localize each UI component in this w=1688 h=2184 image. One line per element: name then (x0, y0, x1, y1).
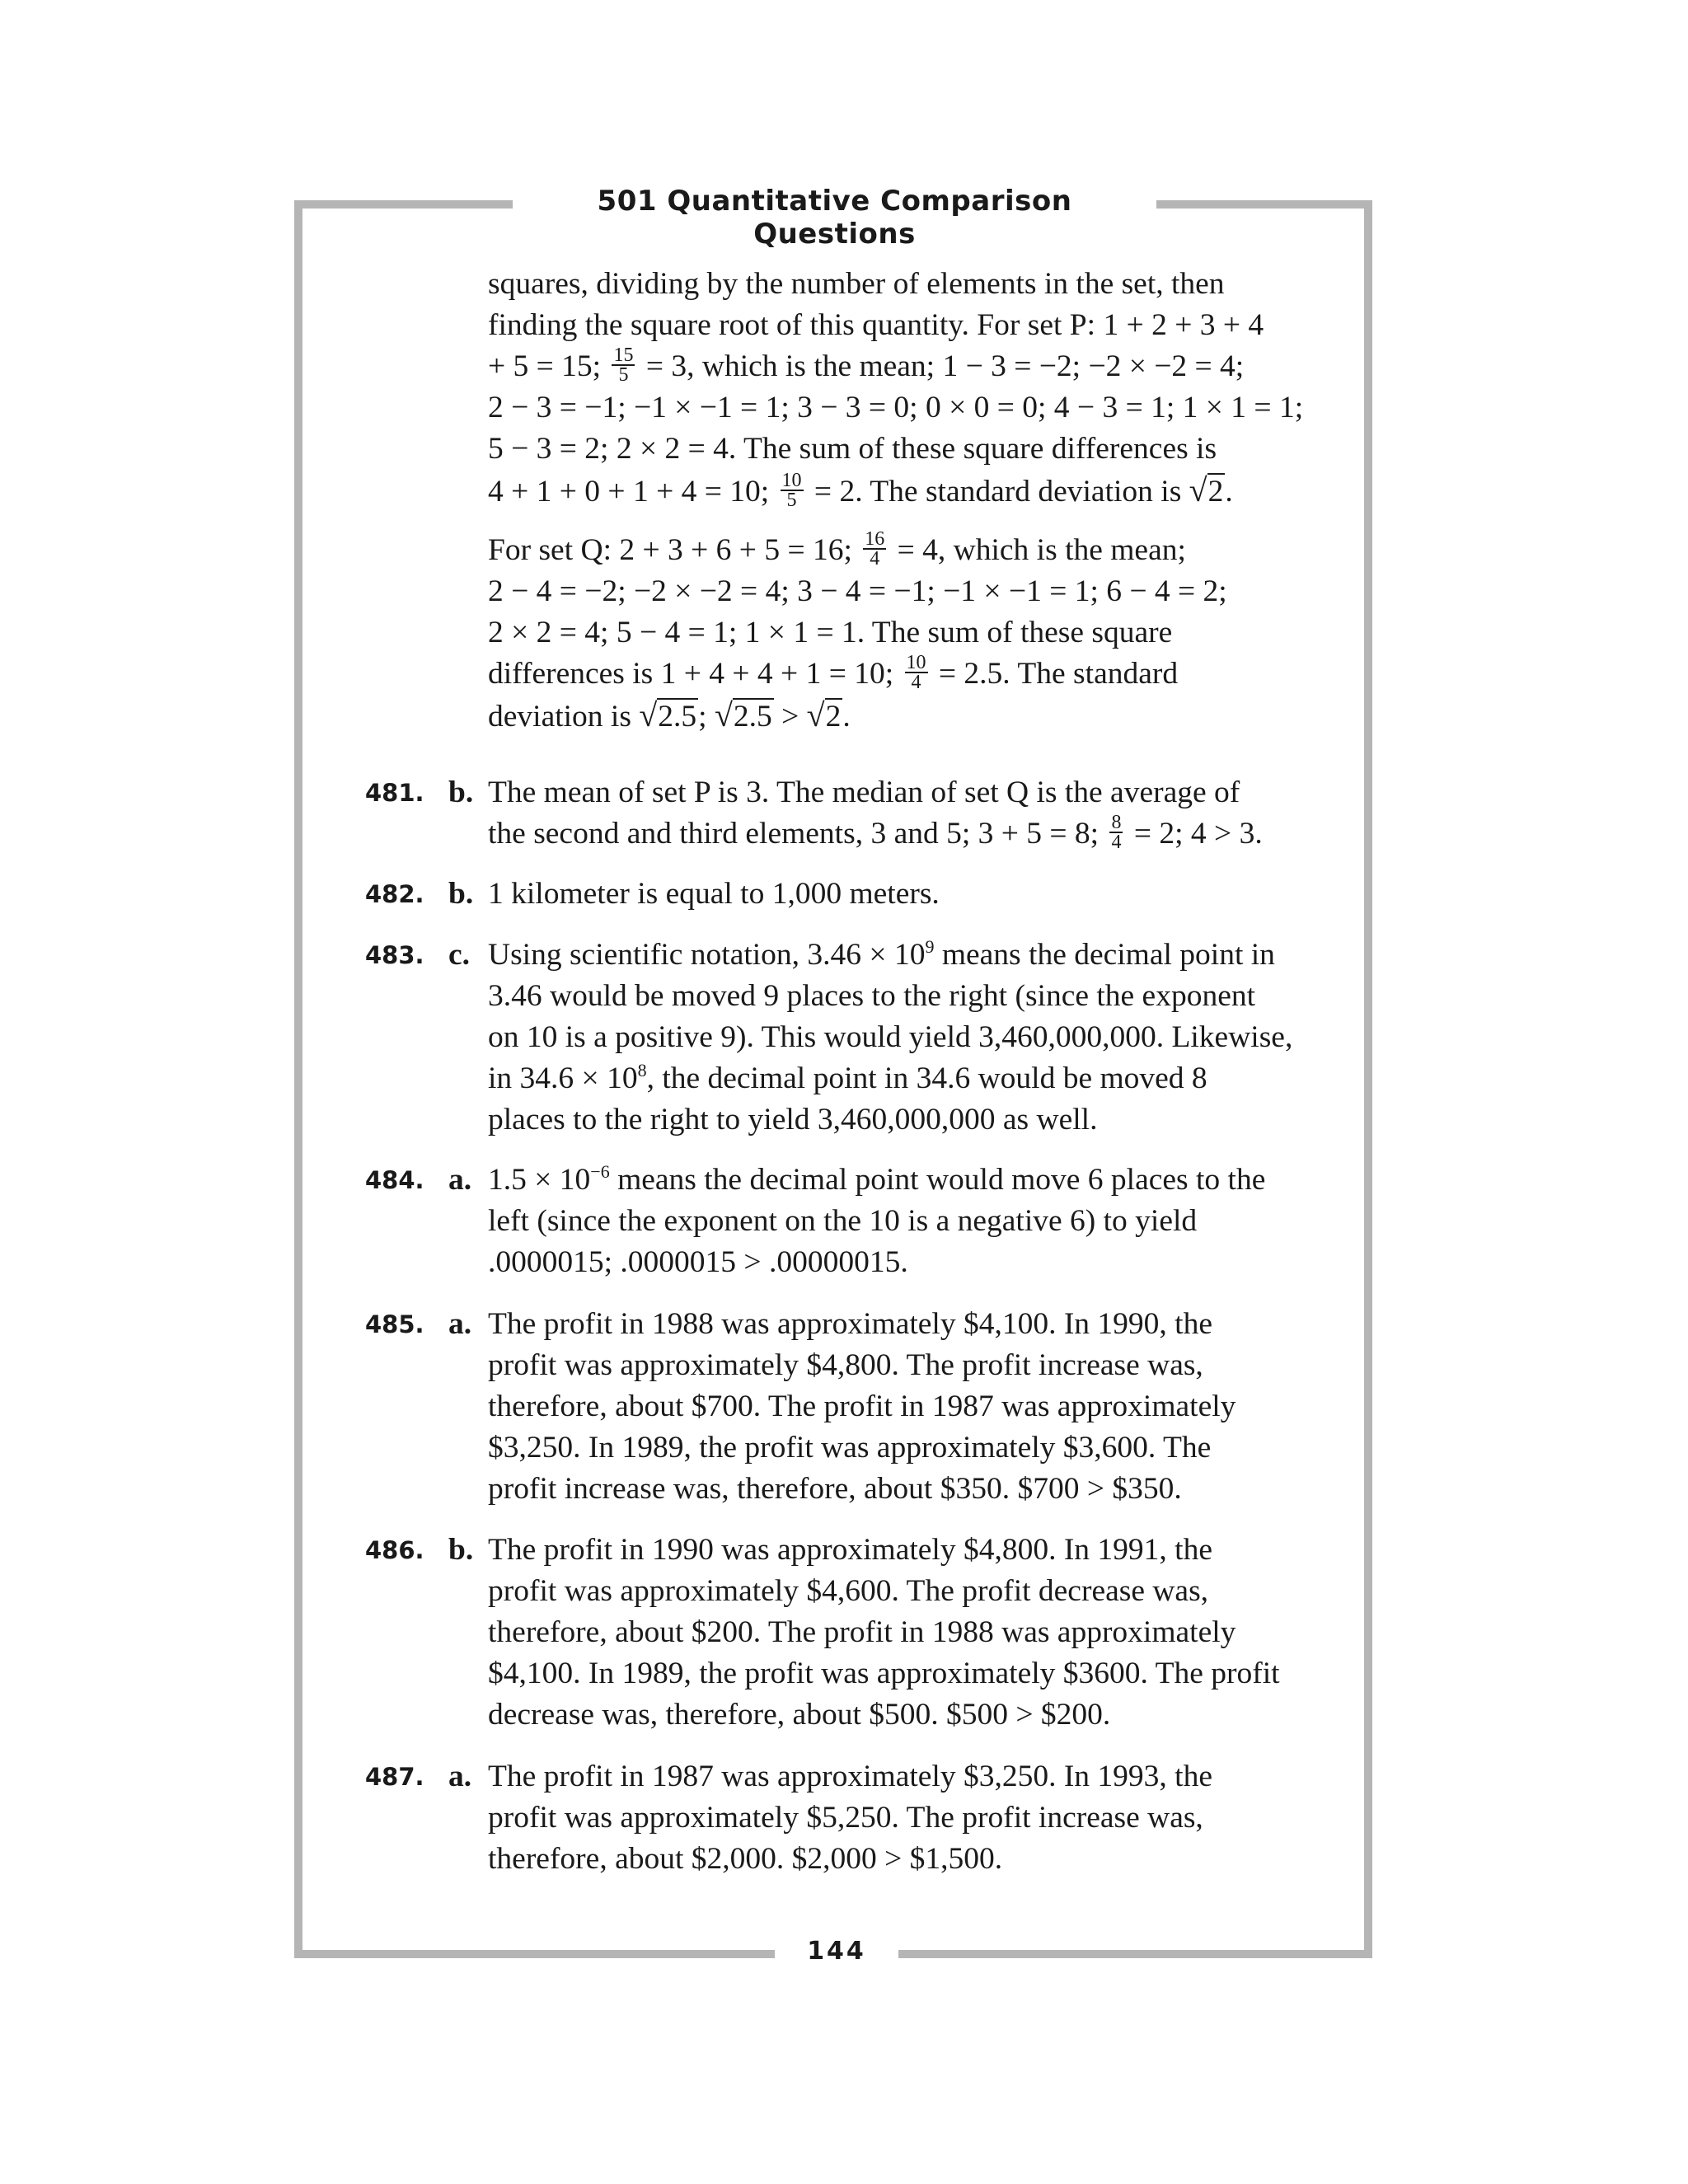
radicand: 2 (825, 700, 842, 733)
fraction-numerator: 15 (613, 344, 634, 367)
text-line: places to the right to yield 3,460,000,000 as well. (488, 1103, 1098, 1137)
item-number: 486. (365, 1536, 424, 1564)
frame-left-rule (294, 200, 302, 1958)
item-number: 487. (365, 1763, 424, 1791)
text-run: in 34.6 × 10 (488, 1062, 638, 1095)
item-number: 482. (365, 880, 424, 908)
answer-explanation (488, 1530, 1329, 1736)
square-root (807, 695, 843, 738)
answer-explanation (488, 874, 1329, 915)
answer-letter: b. (448, 1533, 474, 1567)
text-run: + 5 = 15; (488, 349, 602, 383)
text-line: $4,100. In 1989, the profit was approximately $3600. The profit (488, 1657, 1280, 1690)
answer-letter: c. (448, 938, 471, 972)
square-root (639, 695, 698, 738)
text-run: For set Q: 2 + 3 + 6 + 5 = 16; (488, 533, 852, 567)
answer-explanation (488, 772, 1329, 855)
fraction-denominator: 5 (618, 364, 629, 387)
fraction-denominator: 4 (1111, 832, 1122, 854)
text-run: , the decimal point in 34.6 would be moved 8 (646, 1062, 1207, 1095)
answer-letter: b. (448, 877, 474, 911)
radical-sign-icon: √ (714, 696, 733, 733)
text-run: Using scientific notation, 3.46 × 10 (488, 938, 926, 972)
text-line: profit was approximately $4,800. The profit increase was, (488, 1348, 1203, 1382)
text-line: left (since the exponent on the 10 is a negative 6) to yield (488, 1204, 1198, 1238)
fraction (905, 652, 928, 694)
fraction-denominator: 5 (786, 490, 797, 512)
fraction-denominator: 4 (870, 548, 880, 570)
running-header-title: 501 Quantitative Comparison Questions (597, 185, 1072, 251)
page-number: 144 (807, 1937, 866, 1966)
fraction (863, 530, 886, 568)
text-line (488, 470, 1312, 511)
fraction (781, 470, 804, 512)
text-line: The profit in 1990 was approximately $4,800. In 1991, the (488, 1533, 1212, 1567)
text-run: ; (698, 700, 707, 733)
item-number: 483. (365, 941, 424, 969)
text-run: = 2.5. The standard (938, 657, 1179, 691)
text-line: on 10 is a positive 9). This would yield 3,460,000,000. Likewise, (488, 1020, 1293, 1054)
text-line (488, 935, 1329, 976)
answer-explanation (488, 1160, 1329, 1283)
exponent: 8 (637, 1060, 647, 1080)
text-line (488, 346, 1312, 387)
text-line (488, 695, 1312, 736)
text-line: finding the square root of this quantity. For set P: 1 + 2 + 3 + 4 (488, 308, 1264, 342)
text-run: > (781, 700, 799, 733)
text-line: 3.46 would be moved 9 places to the right (since the exponent (488, 979, 1256, 1013)
intro-paragraph-set-p (488, 264, 1312, 511)
radicand: 2.5 (658, 700, 697, 733)
text-line: therefore, about $2,000. $2,000 > $1,500. (488, 1842, 1003, 1876)
fraction-numerator: 10 (906, 652, 926, 674)
text-run: means the decimal point in (934, 938, 1275, 972)
text-line: decrease was, therefore, about $500. $500 > $200. (488, 1698, 1111, 1732)
text-run: . (1225, 475, 1233, 509)
text-run: means the decimal point would move 6 places to the (609, 1163, 1266, 1197)
text-run: deviation is (488, 700, 631, 733)
fraction (1109, 812, 1123, 854)
item-number: 484. (365, 1166, 424, 1194)
item-number: 481. (365, 779, 424, 807)
frame-bottom-left-rule (294, 1950, 775, 1958)
text-run: 1.5 × 10 (488, 1163, 591, 1197)
fraction (612, 344, 635, 387)
answer-explanation (488, 1756, 1329, 1880)
radical-sign-icon: √ (806, 696, 825, 733)
text-line (488, 530, 1312, 571)
frame-bottom-right-rule (898, 1950, 1372, 1958)
answer-explanation (488, 1304, 1329, 1510)
text-line: profit was approximately $4,600. The profit decrease was, (488, 1574, 1209, 1608)
radical-sign-icon: √ (639, 696, 658, 733)
text-line: profit was approximately $5,250. The profit increase was, (488, 1801, 1203, 1835)
text-line (488, 813, 1329, 855)
text-line: .0000015; .0000015 > .00000015. (488, 1245, 908, 1279)
text-run: . (842, 700, 851, 733)
fraction-numerator: 16 (865, 528, 885, 551)
text-run: = 2. The standard deviation is (814, 475, 1182, 509)
text-run: = 2; 4 > 3. (1133, 817, 1263, 851)
text-line (488, 1058, 1329, 1099)
text-run: = 3, which is the mean; 1 − 3 = −2; −2 × −2 = 4; (645, 349, 1245, 383)
text-line: 2 − 4 = −2; −2 × −2 = 4; 3 − 4 = −1; −1 × −1 = 1; 6 − 4 = 2; (488, 574, 1227, 608)
square-root (715, 695, 774, 738)
text-line (488, 1160, 1329, 1201)
fraction-numerator: 8 (1111, 812, 1122, 834)
text-line: squares, dividing by the number of elements in the set, then (488, 267, 1225, 301)
text-run: = 4, which is the mean; (897, 533, 1186, 567)
text-line: The mean of set P is 3. The median of set Q is the average of (488, 776, 1240, 809)
text-line: 5 − 3 = 2; 2 × 2 = 4. The sum of these square differences is (488, 432, 1217, 466)
text-line: The profit in 1988 was approximately $4,100. In 1990, the (488, 1307, 1212, 1341)
text-line: The profit in 1987 was approximately $3,250. In 1993, the (488, 1760, 1212, 1793)
text-line: 1 kilometer is equal to 1,000 meters. (488, 877, 940, 911)
answer-letter: b. (448, 776, 474, 809)
exponent: 9 (925, 936, 935, 957)
frame-right-rule (1364, 200, 1372, 1958)
radical-sign-icon: √ (1189, 471, 1207, 509)
radicand: 2 (1207, 475, 1224, 509)
fraction-denominator: 4 (911, 672, 921, 694)
radicand: 2.5 (733, 700, 772, 733)
answer-letter: a. (448, 1760, 472, 1793)
answer-letter: a. (448, 1307, 472, 1341)
text-line: 2 − 3 = −1; −1 × −1 = 1; 3 − 3 = 0; 0 × 0 = 0; 4 − 3 = 1; 1 × 1 = 1; (488, 391, 1304, 424)
text-line: $3,250. In 1989, the profit was approximately $3,600. The (488, 1431, 1212, 1465)
text-line (488, 654, 1312, 695)
answer-letter: a. (448, 1163, 472, 1197)
text-run: 4 + 1 + 0 + 1 + 4 = 10; (488, 475, 770, 509)
intro-paragraph-set-q (488, 530, 1312, 736)
text-line: profit increase was, therefore, about $350. $700 > $350. (488, 1472, 1182, 1506)
text-line: therefore, about $200. The profit in 1988 was approximately (488, 1615, 1236, 1649)
text-run: differences is 1 + 4 + 4 + 1 = 10; (488, 657, 894, 691)
text-line: 2 × 2 = 4; 5 − 4 = 1; 1 × 1 = 1. The sum of these square (488, 616, 1173, 649)
item-number: 485. (365, 1310, 424, 1338)
frame-top-right-rule (1156, 200, 1372, 209)
frame-top-left-rule (294, 200, 513, 209)
square-root (1189, 470, 1226, 513)
exponent: −6 (590, 1161, 610, 1182)
answer-explanation (488, 935, 1329, 1141)
fraction-numerator: 10 (781, 470, 802, 492)
text-run: the second and third elements, 3 and 5; 3 + 5 = 8; (488, 817, 1100, 851)
text-line: therefore, about $700. The profit in 1987 was approximately (488, 1390, 1236, 1423)
